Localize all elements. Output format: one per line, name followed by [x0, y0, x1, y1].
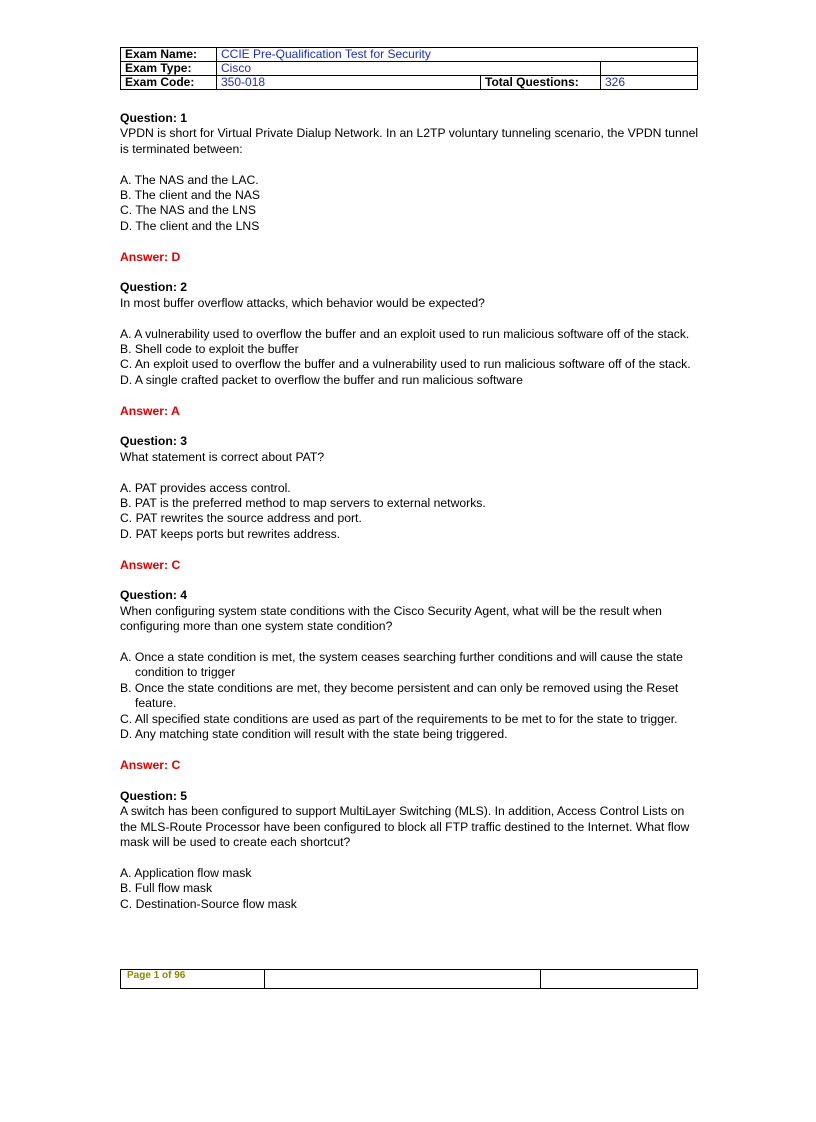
- exam-type-empty-cell: [601, 62, 698, 76]
- answer-label: Answer: C: [120, 557, 181, 572]
- choice-list: [120, 481, 700, 543]
- question-heading: Question: 1: [120, 111, 188, 125]
- answer-label: Answer: C: [120, 757, 181, 772]
- choice-b: B. PAT is the preferred method to map servers to external networks.: [120, 496, 486, 511]
- exam-name-label: Exam Name:: [121, 48, 217, 62]
- choice-d: D. The client and the LNS: [120, 218, 260, 233]
- page-footer-table: [120, 969, 698, 989]
- footer-empty-cell-2: [541, 970, 698, 989]
- choice-a: A. Application flow mask: [120, 865, 252, 880]
- question-heading: Question: 3: [120, 434, 188, 449]
- questions-body: [120, 111, 700, 912]
- choice-b: B. Once the state conditions are met, they become persistent and can only be removed using the Reset feature.: [120, 680, 679, 711]
- question-1: [120, 111, 700, 265]
- footer-empty-cell-1: [265, 970, 541, 989]
- question-2: [120, 280, 700, 419]
- question-stem: When configuring system state conditions with the Cisco Security Agent, what will be the result when configuring more than one system state condition?: [120, 603, 662, 634]
- exam-type-label: Exam Type:: [121, 62, 217, 76]
- answer-label: Answer: D: [120, 249, 181, 264]
- choice-b: B. Full flow mask: [120, 881, 213, 896]
- exam-type-row: [121, 62, 698, 76]
- question-3: [120, 434, 700, 573]
- choice-a: A. PAT provides access control.: [120, 480, 291, 495]
- question-4: [120, 588, 700, 773]
- question-stem: In most buffer overflow attacks, which behavior would be expected?: [120, 295, 485, 310]
- choice-c: C. Destination-Source flow mask: [120, 896, 297, 911]
- choice-b: B. Shell code to exploit the buffer: [120, 342, 299, 357]
- exam-name-row: [121, 48, 698, 62]
- choice-c: C. All specified state conditions are used as part of the requirements to be met to for the state to trigger.: [120, 711, 678, 726]
- choice-list: [120, 327, 700, 389]
- choice-list: [120, 866, 700, 912]
- exam-code-value: 350-018: [217, 76, 481, 90]
- choice-a: A. A vulnerability used to overflow the buffer and an exploit used to run malicious software off of the stack.: [120, 326, 690, 341]
- choice-list: [120, 650, 700, 742]
- exam-type-value: Cisco: [217, 62, 601, 76]
- question-heading: Question: 2: [120, 280, 188, 295]
- page-number: Page 1 of 96: [121, 970, 265, 989]
- exam-code-row: [121, 76, 698, 90]
- question-heading: Question: 4: [120, 588, 188, 603]
- choice-a: A. The NAS and the LAC.: [120, 172, 259, 187]
- question-5: [120, 789, 700, 912]
- question-stem: VPDN is short for Virtual Private Dialup Network. In an L2TP voluntary tunneling scenario, the VPDN tunnel is terminated between:: [120, 126, 699, 156]
- exam-name-value: CCIE Pre-Qualification Test for Security: [217, 48, 698, 62]
- question-heading: Question: 5: [120, 788, 188, 803]
- question-stem: What statement is correct about PAT?: [120, 449, 325, 464]
- choice-c: C. PAT rewrites the source address and port.: [120, 511, 362, 526]
- choice-d: D. Any matching state condition will result with the state being triggered.: [120, 727, 508, 742]
- choice-c: C. An exploit used to overflow the buffer and a vulnerability used to run malicious software off of the stack.: [120, 357, 691, 372]
- choice-d: D. PAT keeps ports but rewrites address.: [120, 526, 341, 541]
- answer-label: Answer: A: [120, 403, 180, 418]
- total-questions-value: 326: [601, 76, 698, 90]
- choice-list: [120, 173, 700, 235]
- total-questions-label: Total Questions:: [481, 76, 601, 90]
- choice-c: C. The NAS and the LNS: [120, 203, 256, 218]
- exam-code-label: Exam Code:: [121, 76, 217, 90]
- choice-b: B. The client and the NAS: [120, 188, 261, 203]
- choice-d: D. A single crafted packet to overflow the buffer and run malicious software: [120, 372, 523, 387]
- question-stem: A switch has been configured to support MultiLayer Switching (MLS). In addition, Access Control Lists on the MLS-Route Processor have been configured to block all FTP traffic destined to the Internet. What flow mask will be used to create each shortcut?: [120, 804, 690, 849]
- exam-header-table: [120, 47, 698, 90]
- choice-a: A. Once a state condition is met, the system ceases searching further conditions and will cause the state condition to trigger: [120, 650, 683, 680]
